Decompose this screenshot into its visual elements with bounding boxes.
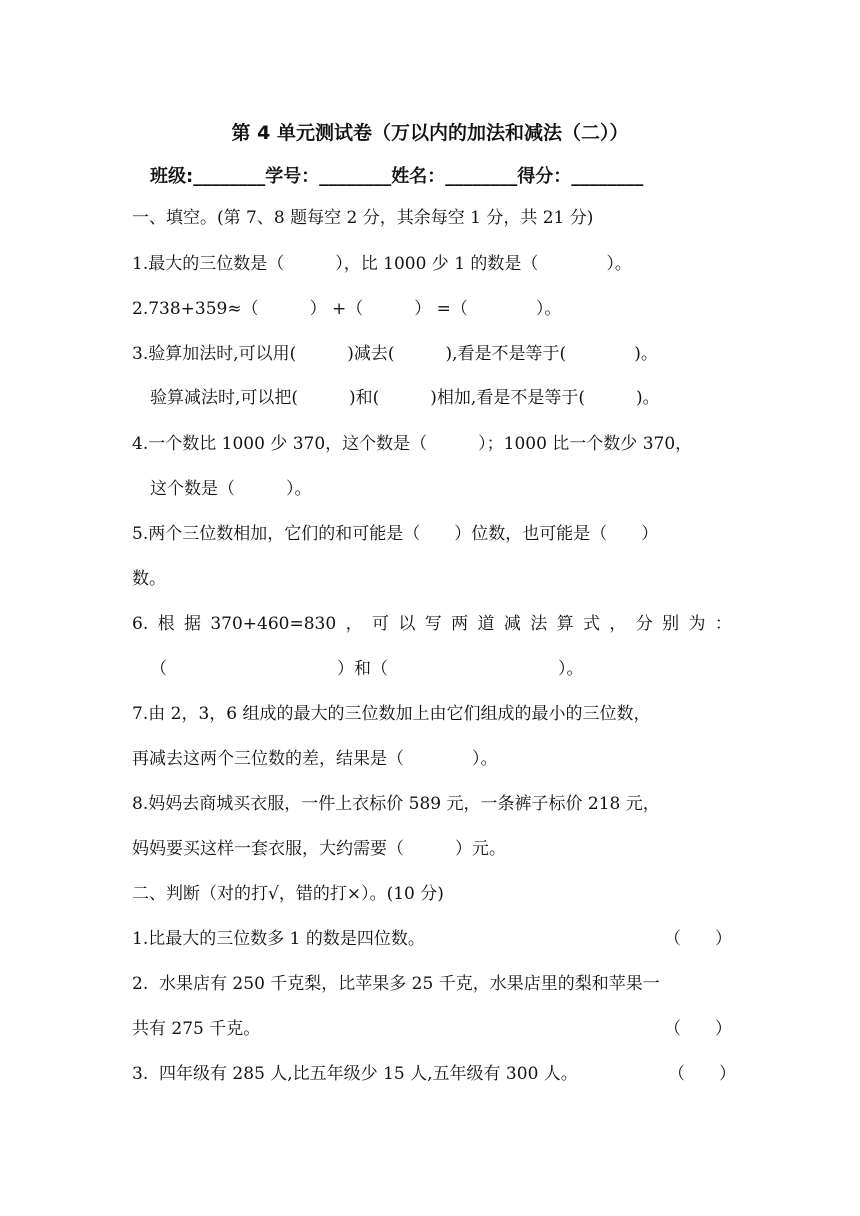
question-8-line2: 妈妈要买这样一套衣服，大约需要（ ）元。 — [132, 839, 506, 859]
q6-word: ， — [345, 614, 363, 634]
q6-word: 别 — [662, 614, 680, 634]
question-1: 1.最大的三位数是（ ），比 1000 少 1 的数是（ ）。 — [132, 254, 632, 274]
question-4-line1: 4.一个数比 1000 少 370，这个数是（ ）；1000 比一个数少 370， — [132, 434, 693, 454]
q6-word: 根 — [157, 614, 175, 634]
question-2: 2.738+359≈（ ） +（ ） =（ ）。 — [132, 299, 562, 319]
q6-word: 据 — [183, 614, 201, 634]
student-info-line: 班级:________学号：________姓名：________得分：________ — [150, 166, 644, 187]
judge-2-line1: 2. 水果店有 250 千克梨，比苹果多 25 千克，水果店里的梨和苹果一 — [132, 974, 660, 994]
judge-1: 1.比最大的三位数多 1 的数是四位数。 — [132, 929, 425, 949]
question-5-line1: 5.两个三位数相加，它们的和可能是（ ）位数，也可能是（ ） — [132, 524, 659, 544]
q6-word: 法 — [530, 614, 548, 634]
q6-word: 6. — [132, 614, 149, 634]
question-7-line2: 再减去这两个三位数的差，结果是（ ）。 — [132, 749, 498, 769]
judge-2-answer-paren: （ ） — [664, 1019, 732, 1039]
judge-2-line2: 共有 275 千克。 — [132, 1019, 261, 1039]
q6-word: 370+460=830 — [210, 614, 337, 634]
q6-word: ： — [714, 614, 732, 634]
question-8-line1: 8.妈妈去商城买衣服，一件上衣标价 589 元，一条裤子标价 218 元， — [132, 794, 660, 814]
q6-word: 减 — [503, 614, 521, 634]
q6-word: 写 — [424, 614, 442, 634]
q6-word: 道 — [477, 614, 495, 634]
judge-1-answer-paren: （ ） — [664, 929, 732, 949]
question-3-line2: 验算减法时,可以把( )和( )相加,看是不是等于( )。 — [150, 388, 660, 408]
q6-word: 以 — [398, 614, 416, 634]
q6-word: ， — [609, 614, 627, 634]
q6-word: 分 — [635, 614, 653, 634]
judge-3: 3. 四年级有 285 人,比五年级少 15 人,五年级有 300 人。 — [132, 1064, 578, 1084]
section2-heading: 二、判断（对的打√，错的打×）。(10 分) — [132, 884, 444, 904]
page-title: 第 4 单元测试卷（万以内的加法和减法（二）） — [231, 122, 629, 144]
question-6-line2: （ ）和（ ）。 — [150, 659, 584, 679]
q6-word: 可 — [371, 614, 389, 634]
judge-3-answer-paren: （ ） — [668, 1064, 736, 1084]
question-4-line2: 这个数是（ ）。 — [150, 479, 312, 499]
q6-word: 为 — [688, 614, 706, 634]
question-7-line1: 7.由 2，3，6 组成的最大的三位数加上由它们组成的最小的三位数， — [132, 704, 651, 724]
q6-word: 式 — [582, 614, 600, 634]
q6-word: 两 — [451, 614, 469, 634]
question-5-line2: 数。 — [132, 569, 166, 589]
question-3-line1: 3.验算加法时,可以用( )减去( ),看是不是等于( )。 — [132, 344, 658, 364]
q6-word: 算 — [556, 614, 574, 634]
section1-heading: 一、填空。(第 7、8 题每空 2 分，其余每空 1 分，共 21 分) — [132, 208, 594, 228]
question-6-line1 — [132, 613, 732, 635]
